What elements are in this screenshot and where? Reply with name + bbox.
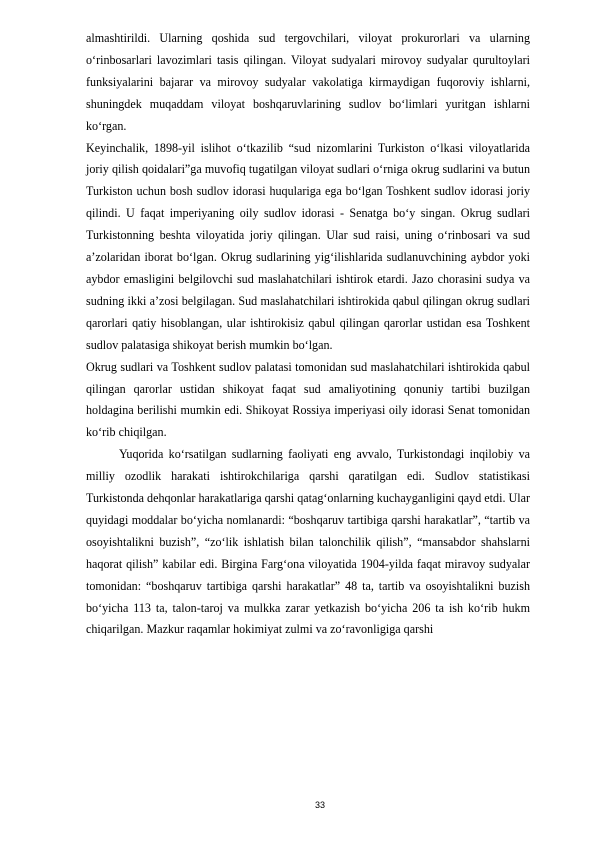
page-body-text	[86, 28, 530, 641]
page-number: 33	[314, 800, 325, 810]
paragraph: almashtirildi. Ularning qoshida sud tergovchilari, viloyat prokurorlari va ularning o‘rinbosarlari lavozimlari tasis qilingan. Viloyat sudyalari mirovoy sudyalar qurultoylari funksiyalarini bajarar va mirovoy sudyalar vakolatiga kirmaydigan fuqoroviy ishlarni, shuningdek muqaddam viloyat boshqaruvlarining sudlov bo‘limlari yuritgan ishlarni ko‘rgan. Keyinchalik, 1898-yil islihot o‘tkazilib “sud nizomlarini Turkiston o‘lkasi viloyatlarida joriy qilish qoidalari”ga muvofiq tugatilgan viloyat sudlari o‘rniga okrug sudlarini va butun Turkiston uchun bosh sudlov idorasi huqulariga ega bo‘lgan Toshkent sudlov idorasi joriy qilindi. U faqat imperiyaning oily sudlov idorasi - Senatga bo‘y singan. Okrug sudlari Turkistonning beshta viloyatida joriy qilingan. Ular sud raisi, uning o‘rinbosari va sud a’zolaridan iborat bo‘lgan. Okrug sudlarining yig‘ilishlarida sudlanuvchining aybdor yoki aybdor emasligini belgilovchi sud maslahatchilari ishtirok etardi. Jazo chorasini sudya va sudning ikki a’zosi belgilagan. Sud maslahatchilari ishtirokida qabul qilingan okrug sudlari qarorlari qatiy hisoblangan, ular ishtirokisiz qabul qilingan qarorlar ustidan esa Toshkent sudlov palatasiga shikoyat berish mumkin bo‘lgan. Okrug sudlari va Toshkent sudlov palatasi tomonidan sud maslahatchilari ishtirokida qabul qilingan qarorlar ustidan shikoyat faqat sud amaliyotining qonuniy tartibi buzilgan holdagina berilishi mumkin edi. Shikoyat Rossiya imperiyasi oily idorasi Senat tomonidan ko‘rib chiqilgan.	[86, 31, 530, 440]
paragraph: Yuqorida ko‘rsatilgan sudlarning faoliyati eng avvalo, Turkistondagi inqilobiy va milliy ozodlik harakati ishtirokchilariga qarshi qaratilgan edi. Sudlov statistikasi Turkistonda dehqonlar harakatlariga qarshi qatag‘onlarning kuchayganligini qayd etdi. Ular quyidagi moddalar bo‘yicha nomlanardi: “boshqaruv tartibiga qarshi harakatlar”, “tartib va osoyishtalikni buzish”, “zo‘lik ishlatish bilan talonchilik qilish”, “mansabdor shahslarni haqorat qilish” kabilar edi. Birgina Farg‘ona viloyatida 1904-yilda faqat miravoy sudyalar tomonidan: “boshqaruv tartibiga qarshi harakatlar” 48 ta, tartib va osoyishtalikni buzish bo‘yicha 113 ta, talon-taroj va mulkka zarar yetkazish bo‘yicha 206 ta ish ko‘rib hukm chiqarilgan. Mazkur raqamlar hokimiyat zulmi va zo‘ravonligiga qarshi	[86, 447, 530, 637]
